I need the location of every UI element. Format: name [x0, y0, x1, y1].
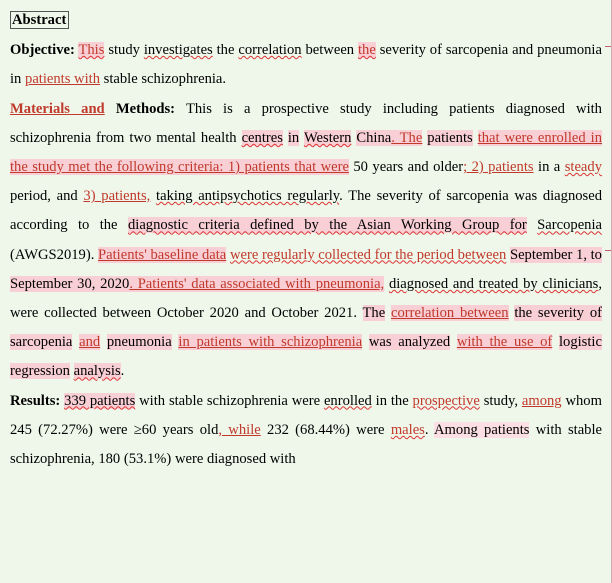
objective-text-11: stable schizophrenia.	[103, 71, 227, 88]
methods-text-3: in	[287, 129, 300, 146]
objective-text-5: correlation	[238, 42, 302, 59]
methods-text-21: Patients' baseline data	[98, 246, 227, 263]
methods-text-16: taking antipsychotics regularly	[156, 188, 340, 205]
methods-text-33: in patients with schizophrenia	[178, 334, 363, 351]
methods-text-34: was analyzed	[368, 334, 451, 351]
methods-label-insertion: Materials and	[10, 100, 105, 117]
abstract-heading-label: Abstract	[10, 11, 69, 29]
change-bar-tick	[605, 250, 611, 251]
results-text-4: in the	[375, 392, 409, 409]
results-text-5: prospective	[412, 392, 480, 409]
methods-text-35: with the use of	[456, 334, 553, 351]
methods-text-24: , to September 30, 2020	[10, 246, 602, 292]
paragraph-results	[10, 387, 602, 475]
objective-text-3: investigates	[143, 42, 213, 59]
methods-text-31: and	[79, 334, 101, 351]
results-text-2: with stable schizophrenia were	[139, 392, 321, 409]
results-text-3: enrolled	[323, 392, 372, 409]
results-text-13: Among patients	[434, 421, 530, 438]
objective-text-2: study	[108, 42, 140, 59]
methods-text-10: ; 2) patients	[463, 159, 534, 176]
objective-text-1: This	[78, 42, 105, 59]
methods-text-26: diagnosed and treated by clinicians	[388, 275, 599, 292]
methods-text-1: This is a prospective study including patients diagnosed with schizophrenia from two mental health	[10, 100, 602, 146]
objective-text-6: between	[305, 42, 355, 59]
methods-text-22: were regularly collected for the period between	[229, 246, 507, 263]
objective-text-9: and pneumonia in	[10, 42, 602, 88]
results-text-10: 232 (68.44%) were	[267, 421, 385, 438]
methods-text-6: . The	[391, 129, 423, 146]
results-text-7: among	[521, 392, 562, 409]
methods-text-15: 3) patients,	[83, 188, 151, 205]
results-text-12: .	[424, 421, 429, 438]
abstract-heading	[10, 6, 602, 35]
methods-text-29: correlation between	[390, 305, 509, 322]
results-text-8: whom 245 (72.27%) were ≥60 years old	[10, 392, 602, 438]
results-text-1: 339 patients	[64, 392, 136, 409]
methods-text-5: China	[356, 129, 392, 146]
methods-text-36: logistic regression	[10, 334, 602, 380]
paragraph-methods	[10, 95, 602, 387]
methods-text-20: (AWGS2019).	[10, 246, 95, 263]
methods-text-23: September 1	[509, 246, 584, 263]
results-text-6: study,	[483, 392, 519, 409]
results-label: Results:	[10, 392, 61, 409]
results-text-11: males	[390, 421, 425, 438]
methods-text-25: . Patients' data associated with pneumonia,	[129, 275, 385, 292]
methods-text-27: , were collected between October 2020 and October 2021.	[10, 275, 602, 322]
objective-text-8: severity of sarcopenia	[379, 42, 509, 59]
methods-text-8: that were enrolled in the study met the following criteria: 1) patients that were	[10, 129, 603, 176]
methods-text-28: The	[362, 305, 386, 322]
methods-text-13: period	[10, 188, 48, 205]
objective-label: Objective:	[10, 42, 75, 59]
results-text-14: with stable schizophrenia, 180 (53.1%) were diagnosed with	[10, 421, 602, 468]
change-bar-tick	[605, 46, 611, 47]
paragraph-objective	[10, 36, 602, 94]
methods-text-9: 50 years and older	[353, 159, 464, 176]
methods-text-32: pneumonia	[106, 334, 172, 351]
objective-text-10: patients with	[25, 71, 101, 88]
methods-text-12: steady	[564, 159, 603, 176]
methods-text-19: Sarcopenia	[537, 217, 603, 234]
results-text-9: , while	[218, 421, 261, 438]
methods-text-37: analysis	[73, 363, 121, 380]
methods-text-7: patients	[427, 129, 473, 146]
objective-text-7: the	[357, 42, 376, 59]
methods-text-38: .	[120, 363, 125, 380]
objective-text-4: the	[216, 42, 235, 59]
methods-text-4: Western	[303, 129, 352, 146]
methods-text-14: , and	[47, 188, 78, 205]
methods-text-30: the severity of sarcopenia	[10, 305, 603, 351]
methods-label: Methods:	[115, 100, 176, 117]
methods-text-18: diagnostic criteria defined by the Asian Working Group for	[127, 217, 527, 234]
abstract-body	[10, 6, 602, 474]
methods-text-2: centres	[241, 129, 283, 146]
methods-text-11: in a	[538, 159, 561, 176]
methods-text-17: . The severity of sarcopenia was diagnosed according to the	[10, 188, 602, 234]
